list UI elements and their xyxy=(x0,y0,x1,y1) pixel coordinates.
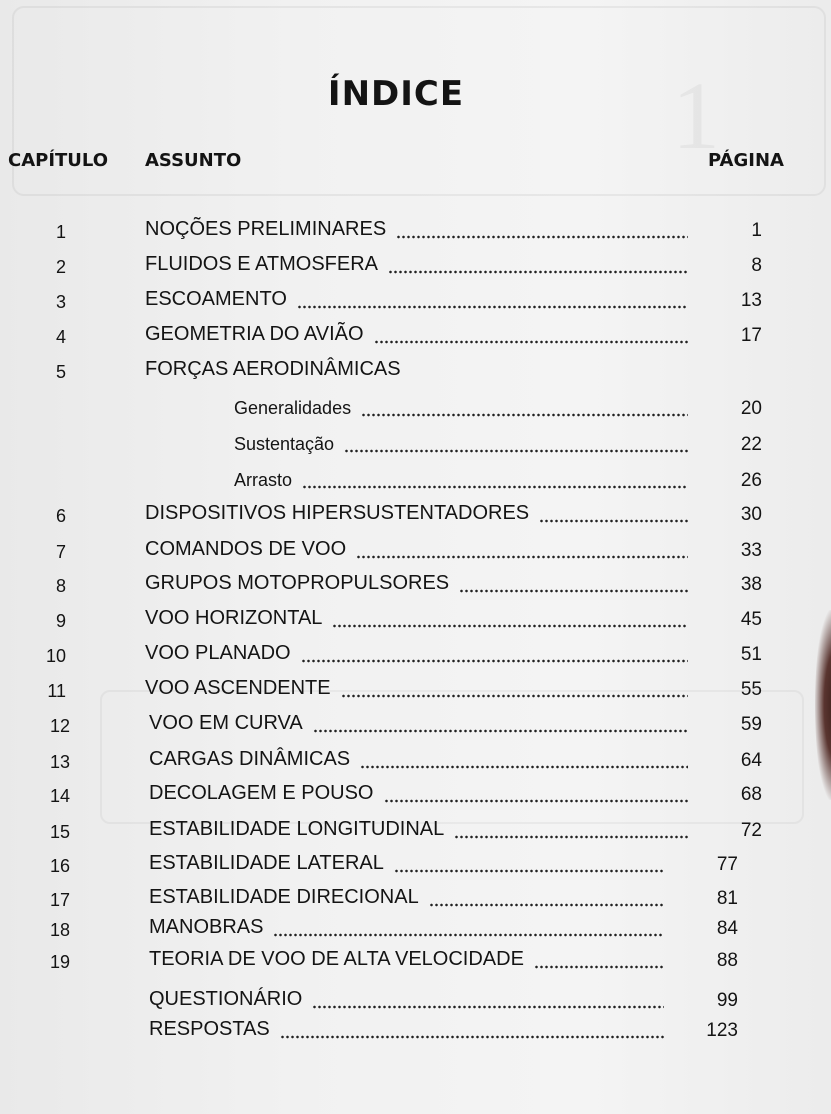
dot-leader xyxy=(313,727,688,735)
subject-label: ESTABILIDADE LONGITUDINAL xyxy=(149,818,445,840)
page-number: 38 xyxy=(740,574,762,595)
page-number: 45 xyxy=(740,609,762,630)
chapter-number: 18 xyxy=(49,920,70,940)
dot-leader xyxy=(429,901,664,909)
page-number: 1 xyxy=(751,220,762,241)
dot-leader xyxy=(384,797,689,805)
header-subject: ASSUNTO xyxy=(145,150,242,171)
toc-entry xyxy=(0,253,831,281)
header-chapter: CAPÍTULO xyxy=(8,150,109,171)
subject-label: QUESTIONÁRIO xyxy=(149,988,303,1010)
dot-leader xyxy=(273,931,664,939)
toc-entry xyxy=(0,677,831,705)
chapter-number: 8 xyxy=(55,576,66,596)
page-number: 72 xyxy=(740,820,762,841)
toc-entry xyxy=(0,572,831,600)
toc-entry xyxy=(0,468,831,496)
chapter-number: 17 xyxy=(49,890,70,910)
dot-leader xyxy=(301,657,688,665)
chapter-number: 13 xyxy=(49,752,70,772)
subject-label: ESCOAMENTO xyxy=(145,288,287,310)
chapter-number: 6 xyxy=(55,506,66,526)
toc-entry xyxy=(0,607,831,635)
chapter-number: 3 xyxy=(55,292,66,312)
page-number: 64 xyxy=(740,750,762,771)
dot-leader xyxy=(360,763,688,771)
page-title: ÍNDICE xyxy=(327,74,465,114)
dot-leader xyxy=(297,303,688,311)
subject-label: VOO HORIZONTAL xyxy=(145,607,323,629)
toc-entry xyxy=(0,818,831,846)
toc-entry xyxy=(0,886,831,914)
subject-label: GEOMETRIA DO AVIÃO xyxy=(145,323,364,345)
toc-entry xyxy=(0,916,831,944)
page-number: 33 xyxy=(740,540,762,561)
dot-leader xyxy=(341,692,688,700)
page-number: 84 xyxy=(716,918,738,939)
subject-label: DECOLAGEM E POUSO xyxy=(149,782,374,804)
page-number: 51 xyxy=(740,644,762,665)
dot-leader xyxy=(454,833,688,841)
page-number: 59 xyxy=(740,714,762,735)
page-number: 13 xyxy=(740,290,762,311)
subject-label: COMANDOS DE VOO xyxy=(145,538,347,560)
page-number: 8 xyxy=(751,255,762,276)
chapter-number: 11 xyxy=(47,681,66,701)
page-number: 20 xyxy=(740,398,762,419)
dot-leader xyxy=(302,483,688,491)
dot-leader xyxy=(539,517,688,525)
chapter-number: 12 xyxy=(49,716,70,736)
page-number: 88 xyxy=(716,950,738,971)
toc-entry xyxy=(0,432,831,460)
subject-label: VOO ASCENDENTE xyxy=(145,677,331,699)
dot-leader xyxy=(356,553,688,561)
chapter-number: 5 xyxy=(55,362,66,382)
page-number: 99 xyxy=(716,990,738,1011)
subject-label: Arrasto xyxy=(234,470,293,490)
chapter-number: 1 xyxy=(55,222,66,242)
dot-leader xyxy=(394,867,664,875)
dot-leader xyxy=(280,1033,664,1041)
subject-label: Sustentação xyxy=(234,434,335,454)
subject-label: NOÇÕES PRELIMINARES xyxy=(145,218,387,240)
dot-leader xyxy=(312,1003,664,1011)
toc-entry xyxy=(0,642,831,670)
toc-entry xyxy=(0,358,831,386)
chapter-number: 19 xyxy=(49,952,70,972)
chapter-number: 10 xyxy=(45,646,66,666)
subject-label: TEORIA DE VOO DE ALTA VELOCIDADE xyxy=(149,948,524,970)
toc-entry xyxy=(0,396,831,424)
subject-label: ESTABILIDADE DIRECIONAL xyxy=(149,886,419,908)
toc-entry xyxy=(0,1018,831,1046)
chapter-number: 16 xyxy=(49,856,70,876)
subject-label: GRUPOS MOTOPROPULSORES xyxy=(145,572,450,594)
chapter-number: 4 xyxy=(55,327,66,347)
subject-label: FORÇAS AERODINÂMICAS xyxy=(145,358,401,380)
dot-leader xyxy=(459,587,688,595)
toc-entry xyxy=(0,538,831,566)
page-number: 123 xyxy=(706,1020,738,1041)
subject-label: VOO PLANADO xyxy=(145,642,291,664)
toc-entry xyxy=(0,288,831,316)
chapter-number: 15 xyxy=(49,822,70,842)
page-number: 55 xyxy=(740,679,762,700)
subject-label: VOO EM CURVA xyxy=(149,712,303,734)
page-number: 17 xyxy=(740,325,762,346)
subject-label: Generalidades xyxy=(234,398,352,418)
page-number: 77 xyxy=(716,854,738,875)
dot-leader xyxy=(332,622,688,630)
chapter-number: 2 xyxy=(55,257,66,277)
chapter-number: 7 xyxy=(55,542,66,562)
toc-entry xyxy=(0,502,831,530)
toc-entry xyxy=(0,712,831,740)
page-number: 22 xyxy=(740,434,762,455)
dot-leader xyxy=(396,233,688,241)
subject-label: FLUIDOS E ATMOSFERA xyxy=(145,253,378,275)
toc-entry xyxy=(0,852,831,880)
page-number: 68 xyxy=(740,784,762,805)
dot-leader xyxy=(374,338,688,346)
chapter-number: 9 xyxy=(55,611,66,631)
chapter-number: 14 xyxy=(49,786,70,806)
toc-entry xyxy=(0,988,831,1016)
subject-label: DISPOSITIVOS HIPERSUSTENTADORES xyxy=(145,502,530,524)
toc-entry xyxy=(0,782,831,810)
header-page: PÁGINA xyxy=(708,150,784,171)
subject-label: RESPOSTAS xyxy=(149,1018,270,1040)
subject-label: CARGAS DINÂMICAS xyxy=(149,748,351,770)
dot-leader xyxy=(361,411,688,419)
toc-entry xyxy=(0,948,831,976)
dot-leader xyxy=(388,268,688,276)
page-number: 30 xyxy=(740,504,762,525)
toc-entry xyxy=(0,748,831,776)
subject-label: MANOBRAS xyxy=(149,916,264,938)
dot-leader xyxy=(344,447,688,455)
page-number: 26 xyxy=(740,470,762,491)
show-through-digit: 1 xyxy=(672,62,720,169)
dot-leader xyxy=(534,963,664,971)
page-number: 81 xyxy=(716,888,738,909)
subject-label: ESTABILIDADE LATERAL xyxy=(149,852,384,874)
toc-entry xyxy=(0,218,831,246)
toc-entry xyxy=(0,323,831,351)
